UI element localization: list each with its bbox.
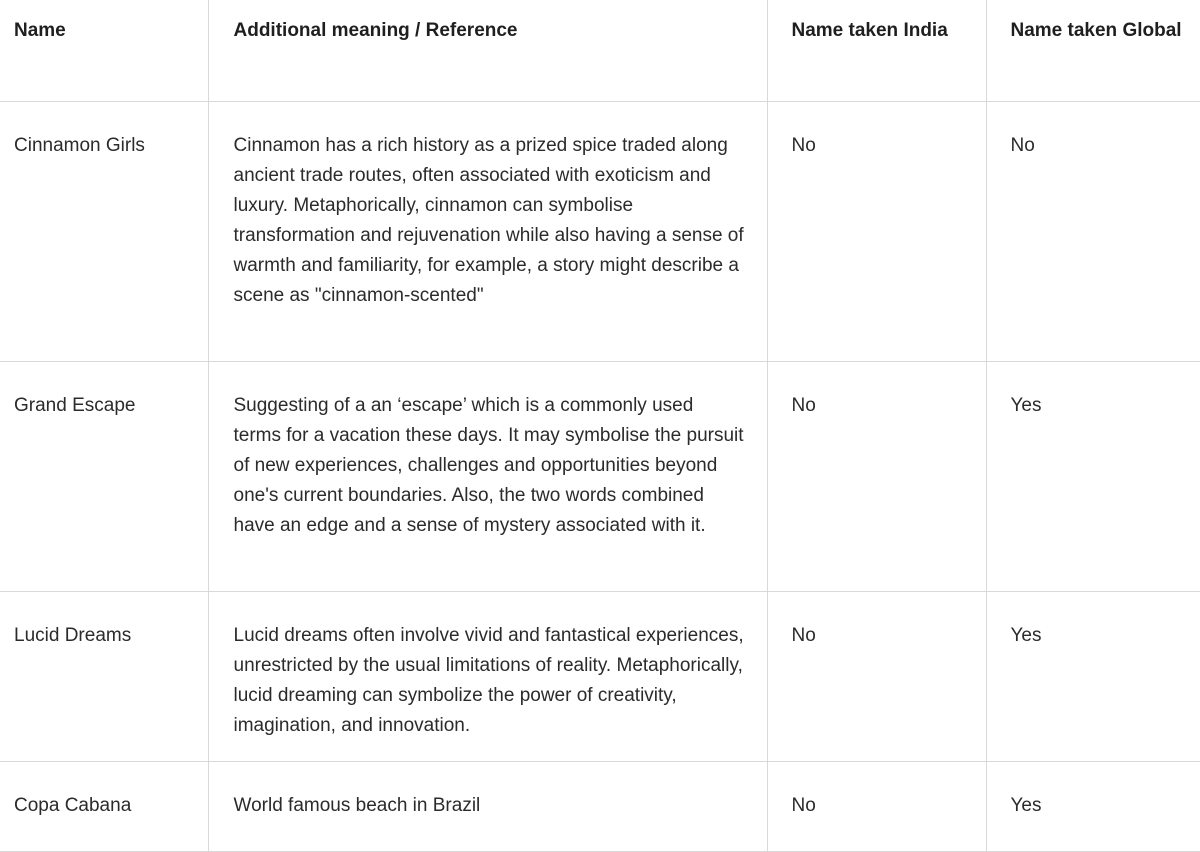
cell-taken-global: Yes bbox=[986, 361, 1200, 591]
header-row bbox=[0, 0, 1200, 101]
cell-meaning: Suggesting of a an ‘escape’ which is a commonly used terms for a vacation these days. It may symbolise the pursuit of new experiences, challenges and opportunities beyond one's current boundaries. Also, the two words combined have an edge and a sense of mystery associated with it. bbox=[208, 361, 767, 591]
cell-name: Lucid Dreams bbox=[0, 591, 208, 761]
table-row bbox=[0, 761, 1200, 851]
header-taken-india: Name taken India bbox=[767, 0, 986, 101]
table-body bbox=[0, 101, 1200, 851]
header-meaning: Additional meaning / Reference bbox=[208, 0, 767, 101]
cell-taken-global: No bbox=[986, 101, 1200, 361]
header-name: Name bbox=[0, 0, 208, 101]
cell-meaning: World famous beach in Brazil bbox=[208, 761, 767, 851]
table-row bbox=[0, 591, 1200, 761]
cell-name: Grand Escape bbox=[0, 361, 208, 591]
cell-taken-india: No bbox=[767, 591, 986, 761]
cell-meaning: Lucid dreams often involve vivid and fantastical experiences, unrestricted by the usual limitations of reality. Metaphorically, lucid dreaming can symbolize the power of creativity, imagination, and innovation. bbox=[208, 591, 767, 761]
header-taken-global: Name taken Global bbox=[986, 0, 1200, 101]
table-row bbox=[0, 361, 1200, 591]
cell-taken-india: No bbox=[767, 101, 986, 361]
table-row bbox=[0, 101, 1200, 361]
cell-taken-global: Yes bbox=[986, 591, 1200, 761]
cell-meaning: Cinnamon has a rich history as a prized spice traded along ancient trade routes, often associated with exoticism and luxury. Metaphorically, cinnamon can symbolise transformation and rejuvenation while also having a sense of warmth and familiarity, for example, a story might describe a scene as "cinnamon-scented" bbox=[208, 101, 767, 361]
table-header bbox=[0, 0, 1200, 101]
cell-taken-india: No bbox=[767, 761, 986, 851]
cell-name: Copa Cabana bbox=[0, 761, 208, 851]
cell-taken-india: No bbox=[767, 361, 986, 591]
cell-name: Cinnamon Girls bbox=[0, 101, 208, 361]
cell-taken-global: Yes bbox=[986, 761, 1200, 851]
